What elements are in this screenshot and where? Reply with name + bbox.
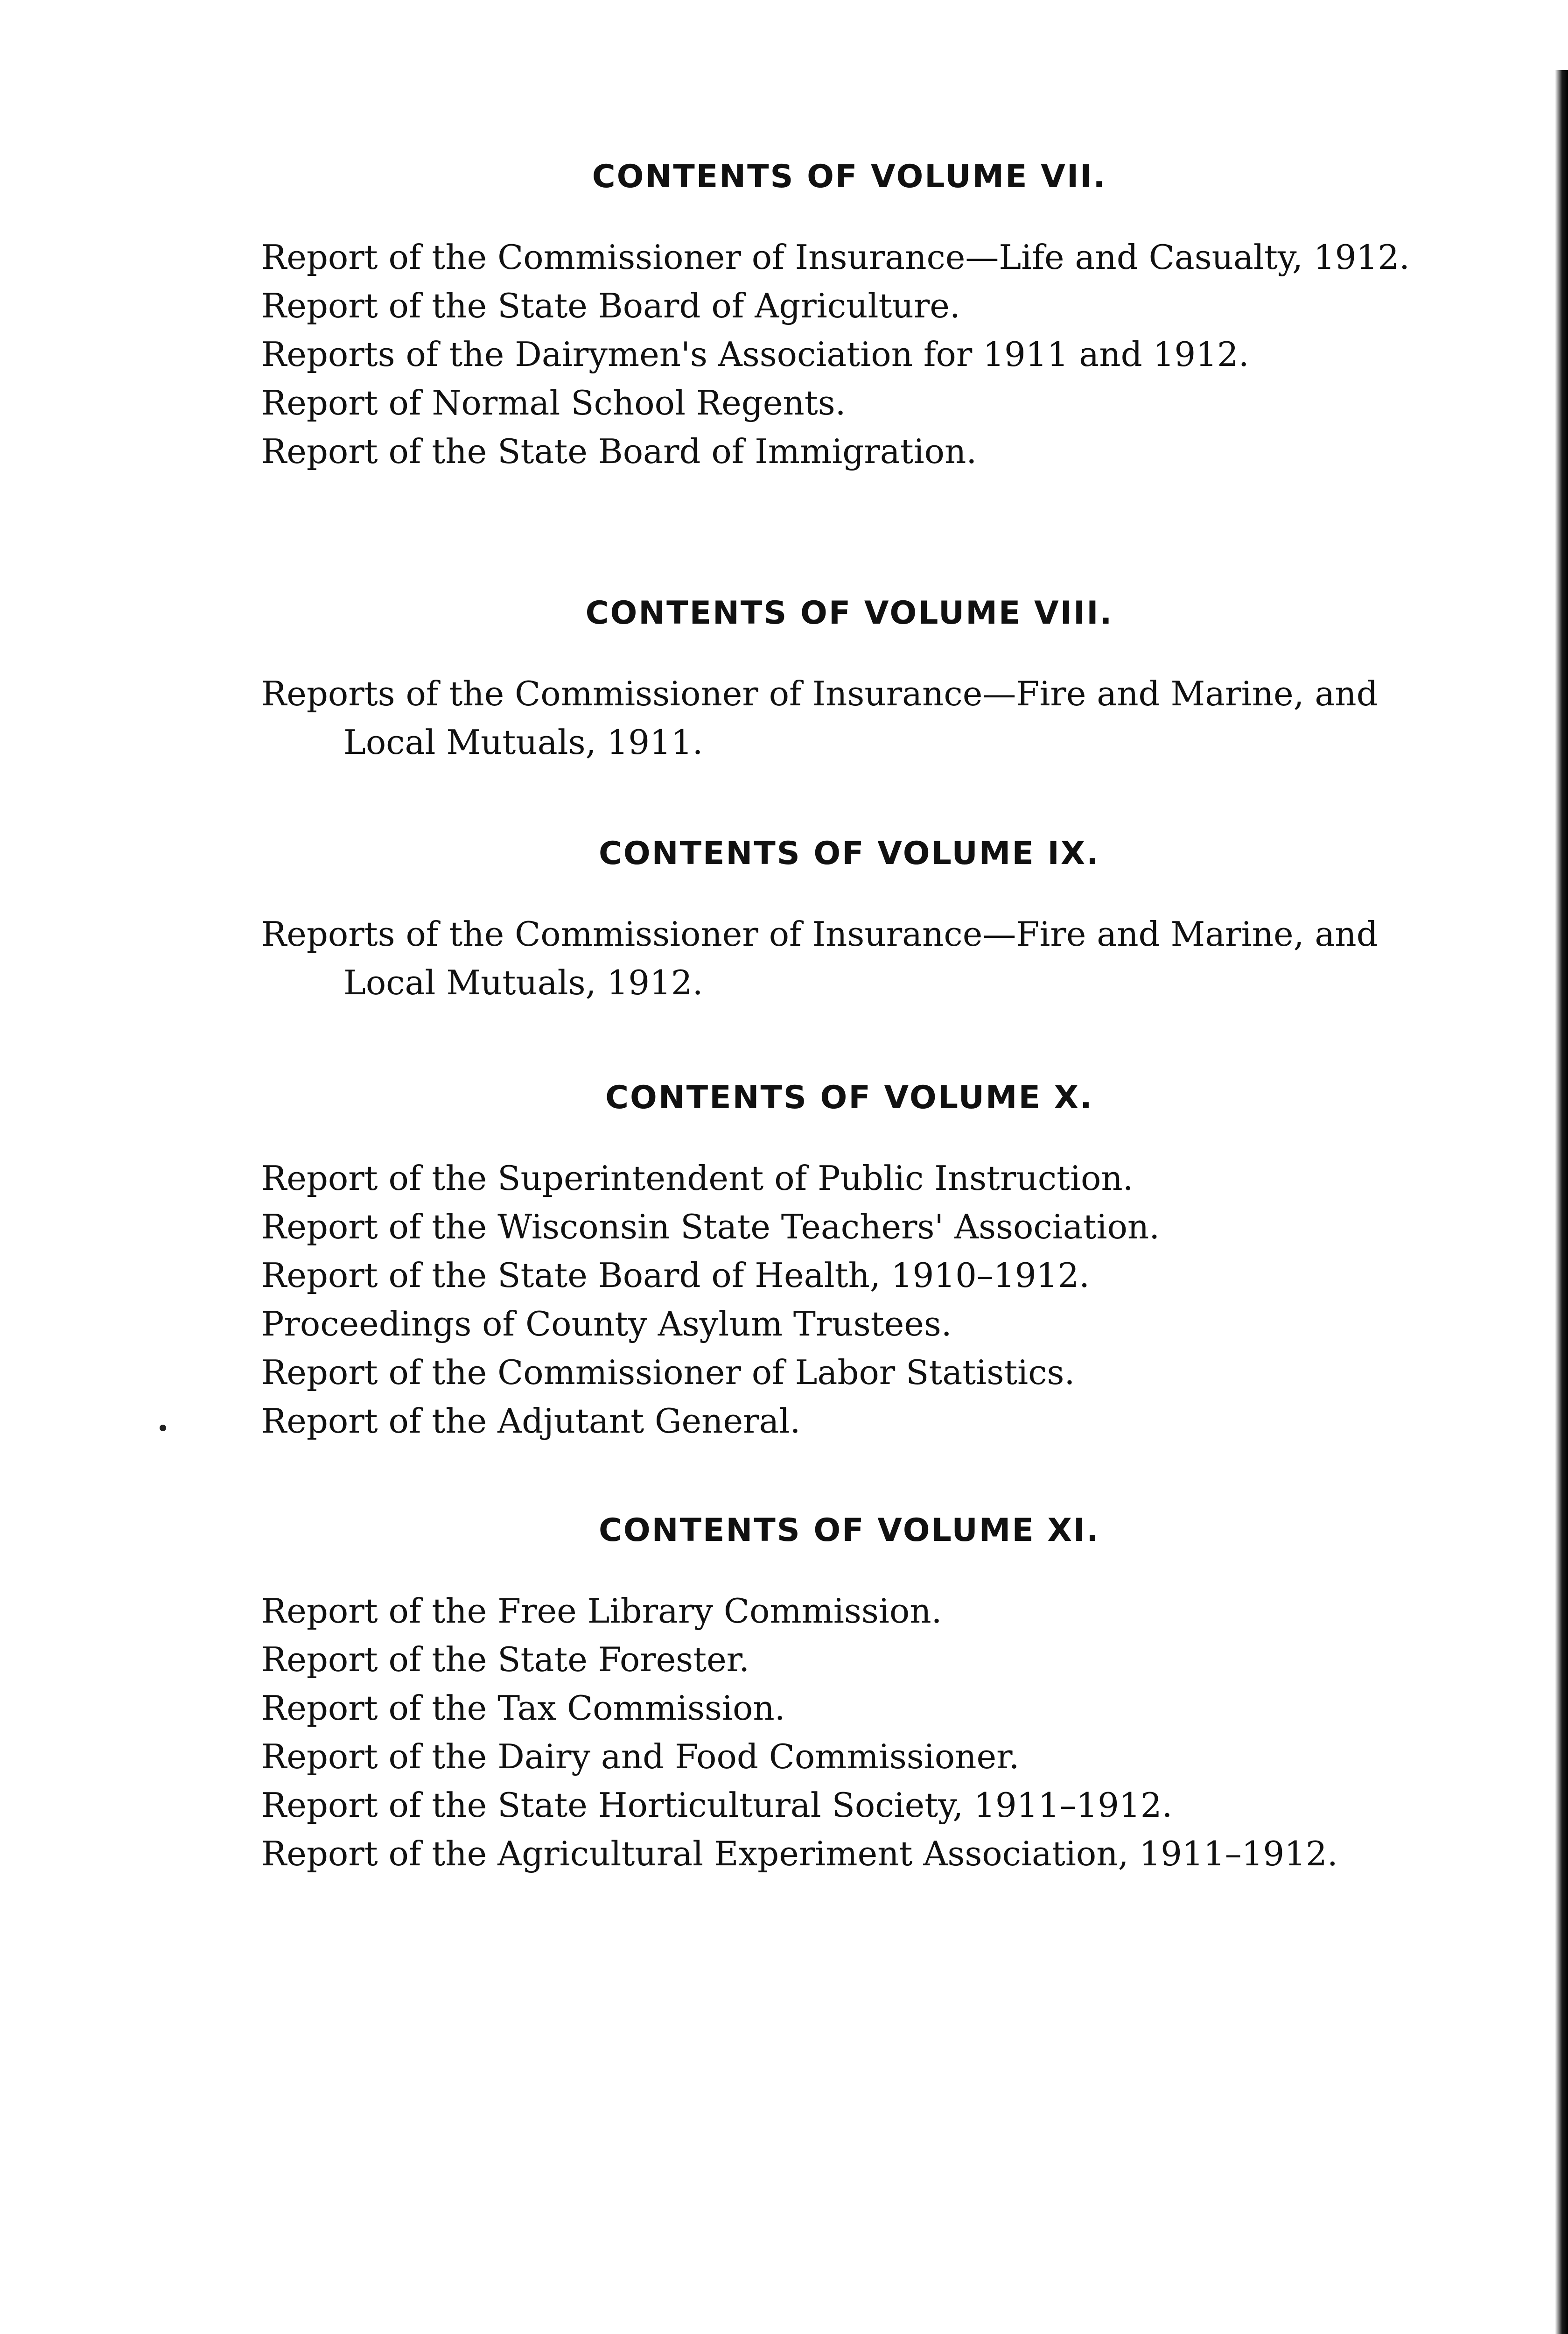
list-item: Report of the Agricultural Experiment Association, 1911–1912. [261,1834,1338,1873]
volume-ix-heading: CONTENTS OF VOLUME IX. [598,835,1100,872]
list-item: Report of the State Horticultural Society, 1911–1912. [261,1786,1173,1825]
list-item: Report of the State Board of Agriculture. [261,286,960,325]
volume-viii-heading: CONTENTS OF VOLUME VIII. [585,595,1113,632]
page-edge-shadow [1555,70,1568,2334]
list-item: Report of the Commissioner of Insurance—Life and Casualty, 1912. [261,238,1410,277]
volume-x-heading: CONTENTS OF VOLUME X. [605,1079,1093,1116]
ink-speck [160,1425,166,1431]
list-item: Report of the Dairy and Food Commissioner. [261,1737,1020,1776]
list-item: Report of the Tax Commission. [261,1688,785,1728]
volume-xi-section [261,1512,1437,1878]
volume-x-section [261,1079,1437,1445]
list-item: Report of the State Board of Health, 1910–1912. [261,1256,1090,1295]
list-item: Report of the State Board of Immigration. [261,432,977,471]
list-item: Proceedings of County Asylum Trustees. [261,1304,952,1343]
volume-xi-list [261,1587,1437,1878]
volume-x-list [261,1154,1437,1445]
list-item: Report of the Adjutant General. [261,1401,801,1441]
volume-viii-section [261,595,1437,766]
list-item: Report of Normal School Regents. [261,383,846,422]
list-item: Report of the Commissioner of Labor Statistics. [261,1353,1075,1392]
list-item: Report of the Superintendent of Public Instruction. [261,1159,1134,1198]
volume-viii-list [261,669,1437,766]
list-item: Reports of the Commissioner of Insurance—Fire and Marine, and Local Mutuals, 1911. [261,674,1378,762]
list-item: Reports of the Commissioner of Insurance—Fire and Marine, and Local Mutuals, 1912. [261,914,1378,1002]
list-item: Report of the State Forester. [261,1640,750,1679]
list-item: Report of the Free Library Commission. [261,1591,942,1631]
volume-ix-list [261,910,1437,1007]
volume-vii-heading: CONTENTS OF VOLUME VII. [592,158,1107,195]
volume-vii-list [261,233,1437,476]
volume-ix-section [261,835,1437,1007]
list-item: Reports of the Dairymen's Association for 1911 and 1912. [261,335,1249,374]
volume-xi-heading: CONTENTS OF VOLUME XI. [598,1512,1100,1549]
volume-vii-section [261,158,1437,476]
list-item: Report of the Wisconsin State Teachers' Association. [261,1207,1160,1246]
